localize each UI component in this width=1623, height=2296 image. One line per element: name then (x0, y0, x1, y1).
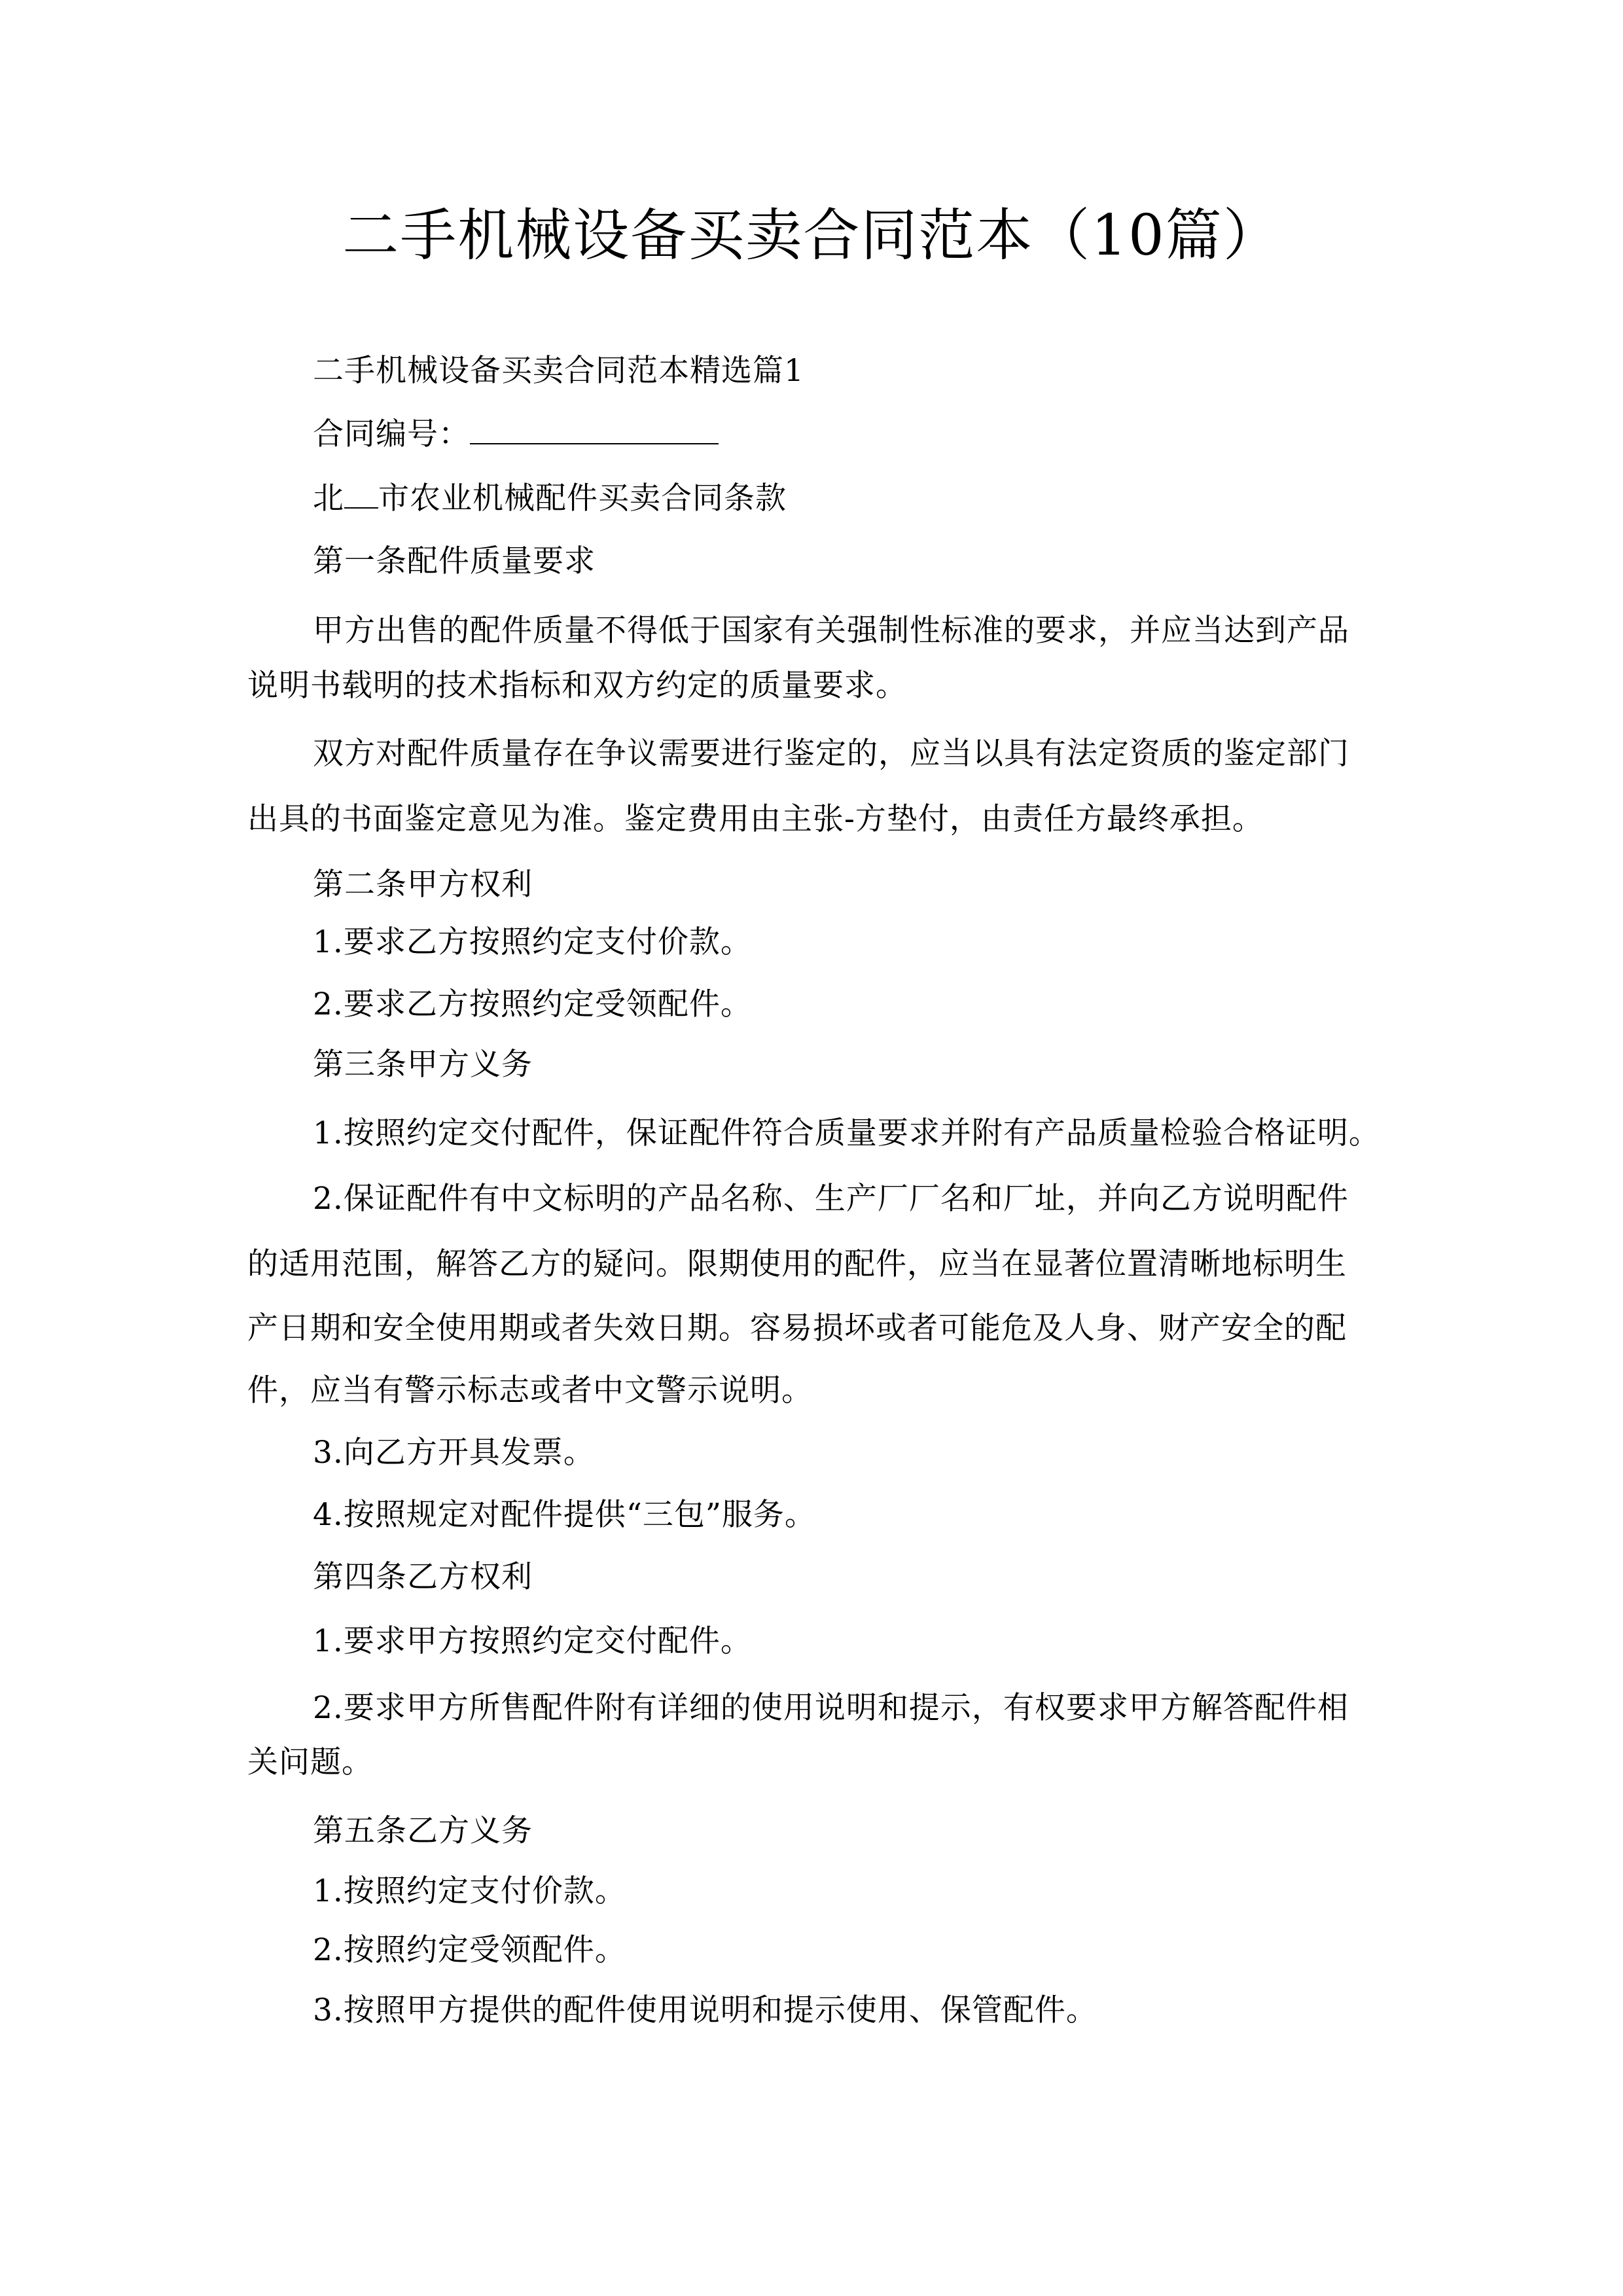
contract-number-label: 合同编号： (313, 416, 470, 452)
paragraph-line: 出具的书面鉴定意见为准。鉴定费用由主张-方垫付，由责任方最终承担。 (247, 801, 1264, 837)
list-item: 1.要求乙方按照约定支付价款。 (313, 924, 752, 960)
paragraph-line: 关问题。 (247, 1744, 373, 1780)
list-item: 2.保证配件有中文标明的产品名称、生产厂厂名和厂址，并向乙方说明配件 (313, 1181, 1349, 1217)
list-item: 1.按照约定支付价款。 (313, 1873, 626, 1909)
section-heading: 二手机械设备买卖合同范本精选篇1 (313, 353, 804, 389)
article-heading: 第五条乙方义务 (313, 1813, 533, 1849)
article-heading: 第二条甲方权利 (313, 867, 533, 903)
document-title: 二手机械设备买卖合同范本（10篇） (342, 203, 1281, 268)
clause-title-prefix: 北 (313, 480, 344, 516)
article-heading: 第一条配件质量要求 (313, 543, 596, 579)
list-item: 4.按照规定对配件提供“三包”服务。 (313, 1497, 816, 1533)
contract-number-field[interactable] (470, 417, 719, 444)
list-item: 3.向乙方开具发票。 (313, 1435, 595, 1471)
list-item: 2.要求甲方所售配件附有详细的使用说明和提示，有权要求甲方解答配件相 (313, 1690, 1349, 1726)
paragraph-line: 产日期和安全使用期或者失效日期。容易损坏或者可能危及人身、财产安全的配 (247, 1310, 1347, 1346)
list-item: 2.要求乙方按照约定受领配件。 (313, 986, 752, 1022)
list-item: 2.按照约定受领配件。 (313, 1932, 626, 1968)
list-item: 1.按照约定交付配件，保证配件符合质量要求并附有产品质量检验合格证明。 (313, 1115, 1380, 1151)
contract-number-row (313, 414, 719, 456)
list-item: 1.要求甲方按照约定交付配件。 (313, 1623, 752, 1659)
article-heading: 第三条甲方义务 (313, 1047, 533, 1083)
city-blank (344, 482, 378, 509)
list-item: 3.按照甲方提供的配件使用说明和提示使用、保管配件。 (313, 1992, 1097, 2028)
paragraph-line: 件，应当有警示标志或者中文警示说明。 (247, 1372, 813, 1408)
paragraph-line: 双方对配件质量存在争议需要进行鉴定的，应当以具有法定资质的鉴定部门 (313, 736, 1349, 772)
article-heading: 第四条乙方权利 (313, 1559, 533, 1595)
clause-title-suffix: 市农业机械配件买卖合同条款 (378, 480, 787, 516)
paragraph-line: 说明书载明的技术指标和双方约定的质量要求。 (247, 668, 907, 704)
paragraph-line: 甲方出售的配件质量不得低于国家有关强制性标准的要求，并应当达到产品 (313, 613, 1349, 649)
paragraph-line: 的适用范围，解答乙方的疑问。限期使用的配件，应当在显著位置清晰地标明生 (247, 1246, 1347, 1282)
clause-title (313, 478, 787, 520)
